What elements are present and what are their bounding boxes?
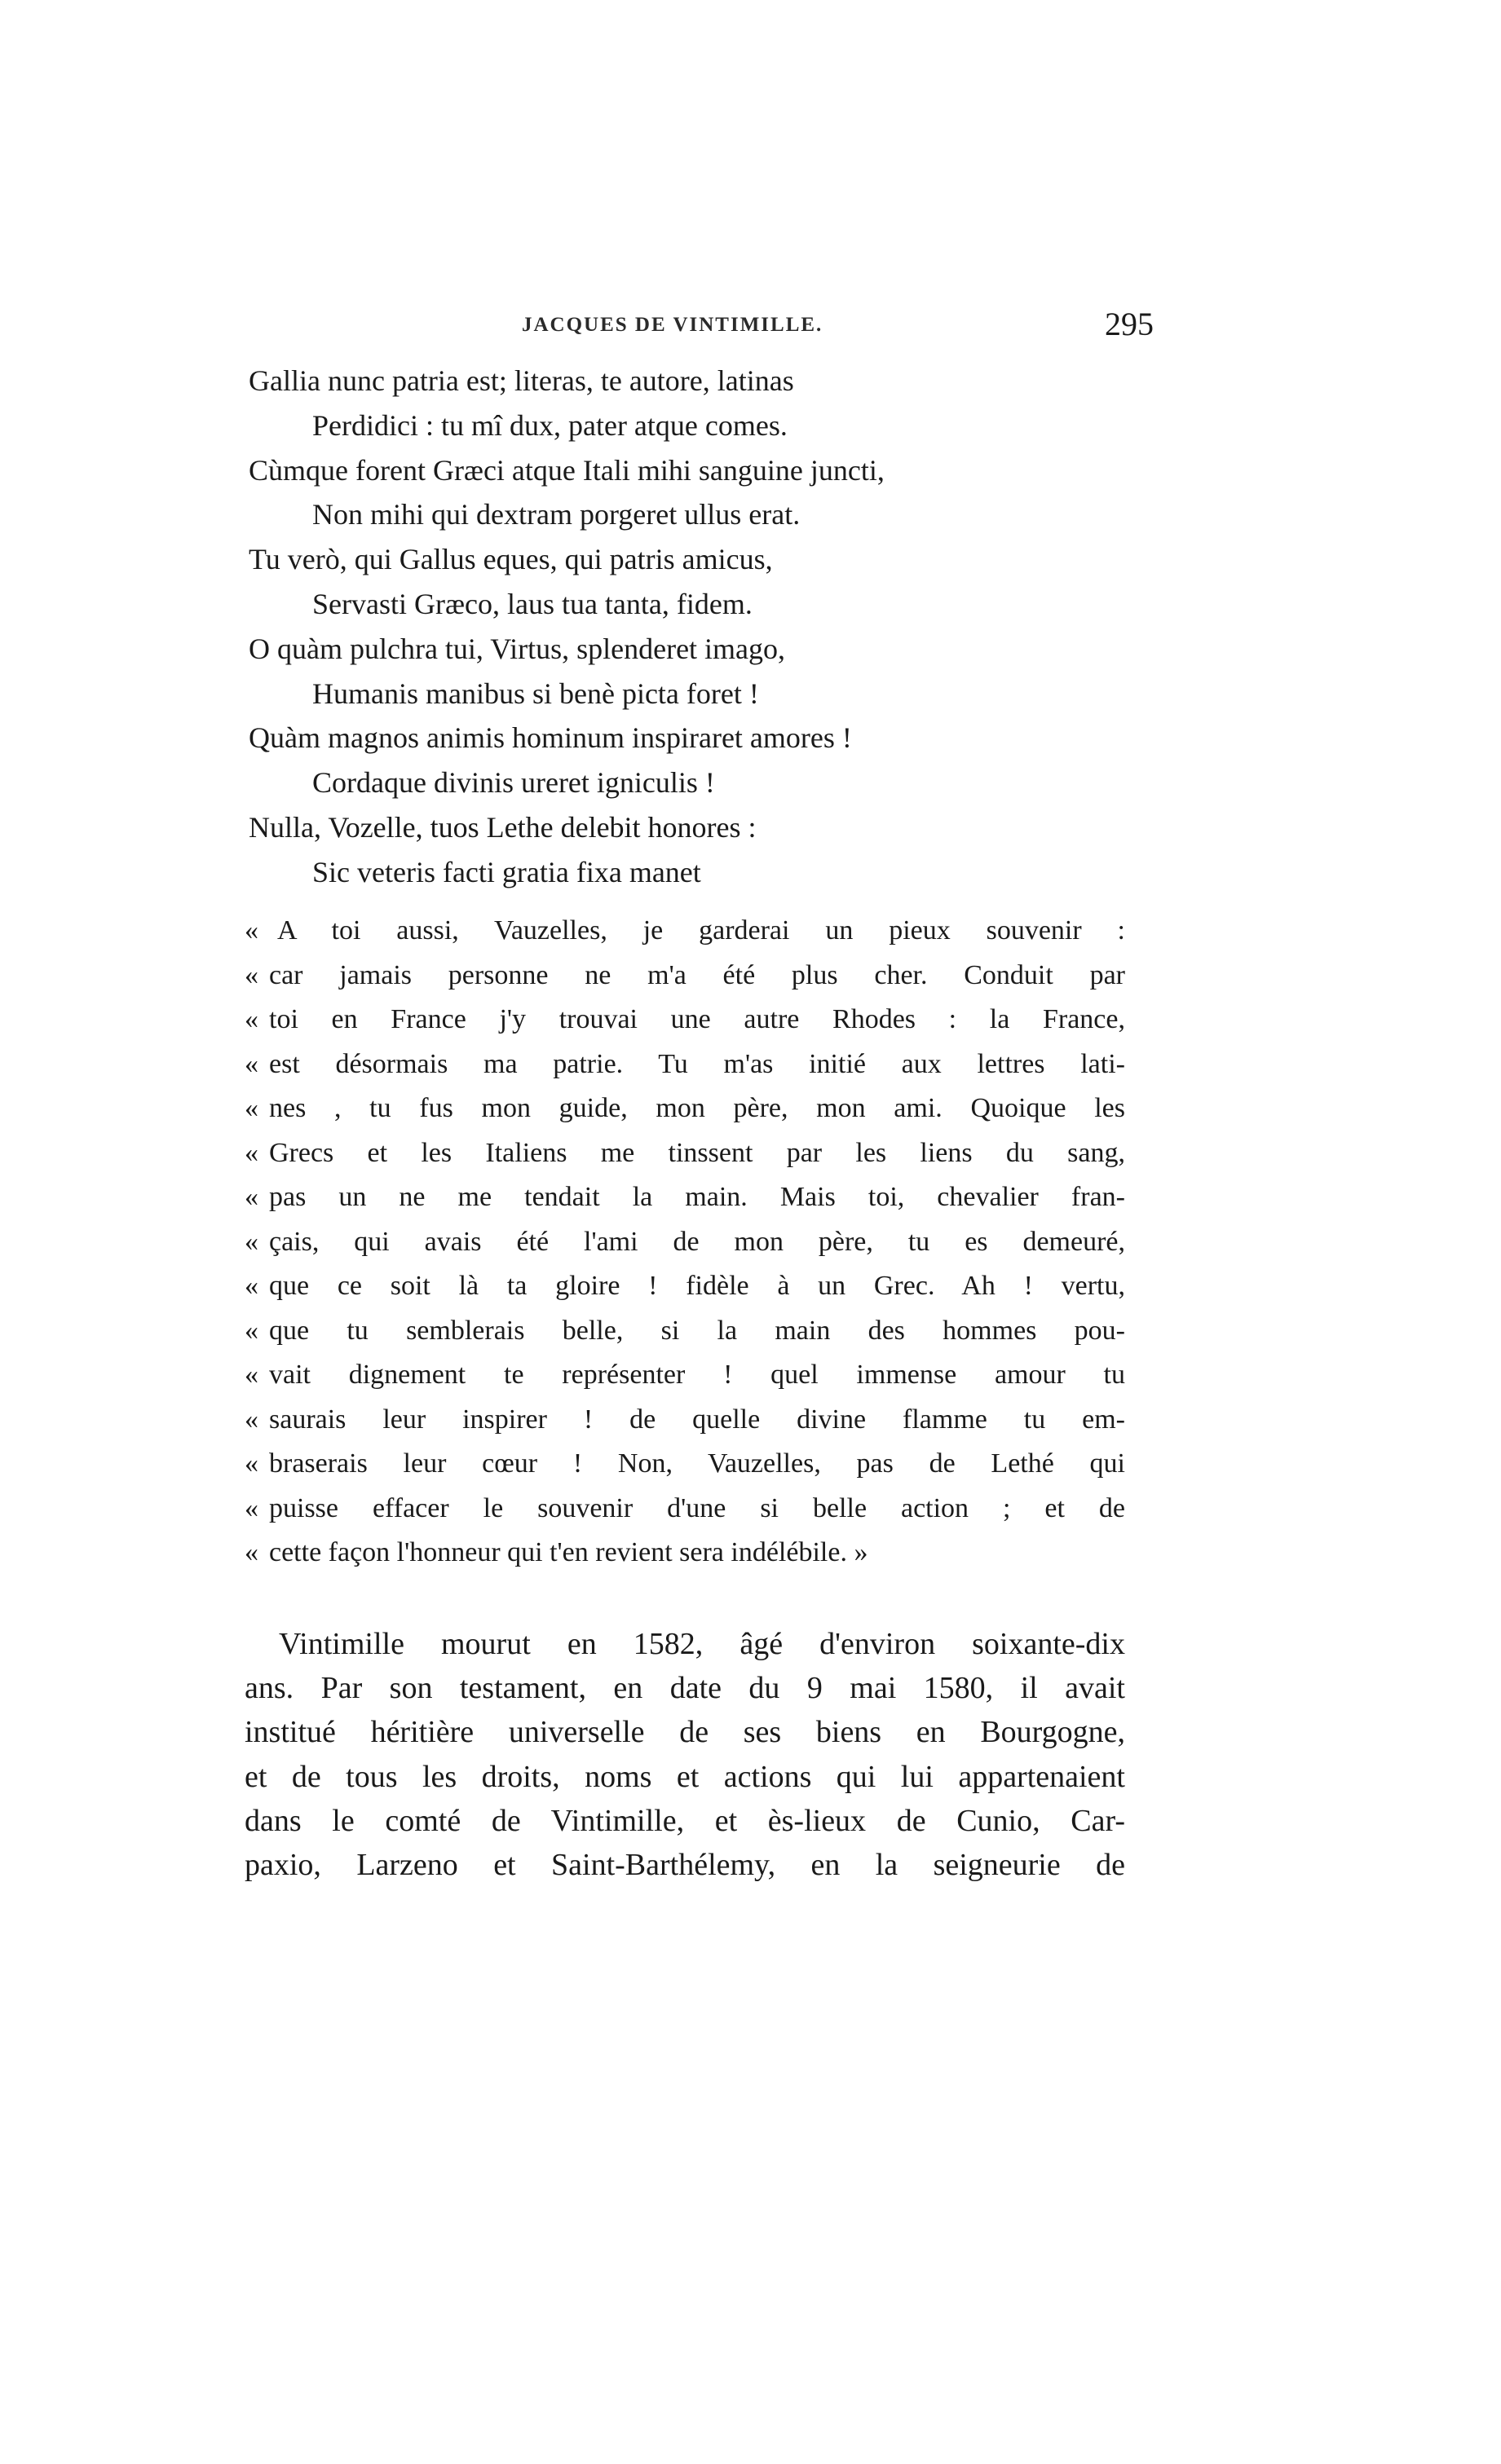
guillemet: «: [245, 1448, 258, 1479]
running-title: JACQUES DE VINTIMILLE.: [522, 314, 823, 336]
quote-line: [245, 1220, 1125, 1265]
quote-line-text: que tu semblerais belle, si la main des hommes pou-: [269, 1315, 1125, 1346]
guillemet: «: [245, 1315, 258, 1346]
quote-line: [245, 1087, 1125, 1131]
quote-line: [245, 1487, 1125, 1532]
page-number: 295: [1105, 306, 1154, 342]
poem-line: Non mihi qui dextram porgeret ullus erat.: [312, 498, 801, 531]
quote-line-text: çais, qui avais été l'ami de mon père, tu es demeuré,: [269, 1226, 1125, 1257]
guillemet: «: [245, 1492, 258, 1523]
quote-line: [245, 1175, 1125, 1220]
guillemet: «: [245, 1537, 258, 1567]
poem-line: Nulla, Vozelle, tuos Lethe delebit honores :: [249, 810, 757, 844]
quote-line: [245, 909, 1125, 954]
paragraph-line: et de tous les droits, noms et actions qui lui appartenaient: [245, 1759, 1125, 1794]
quote-line-text: cette façon l'honneur qui t'en revient sera indélébile. »: [269, 1537, 868, 1567]
quote-line: [245, 1353, 1125, 1398]
body-paragraph: [245, 1622, 1125, 1887]
guillemet: «: [245, 1004, 258, 1034]
quote-line-text: vait dignement te représenter ! quel immense amour tu: [269, 1360, 1125, 1390]
quote-line: [245, 1531, 1125, 1576]
paragraph-line: paxio, Larzeno et Saint-Barthélemy, en la seigneurie de: [245, 1848, 1125, 1883]
poem-line: Perdidici : tu mî dux, pater atque comes.: [312, 408, 788, 442]
guillemet: «: [245, 915, 258, 945]
quote-line: [245, 1131, 1125, 1176]
latin-poem: [249, 359, 1186, 895]
quote-line-text: est désormais ma patrie. Tu m'as initié aux lettres lati-: [269, 1048, 1125, 1079]
quote-line: [245, 954, 1125, 998]
paragraph-line: dans le comté de Vintimille, et ès-lieux de Cunio, Car-: [245, 1803, 1125, 1838]
guillemet: «: [245, 1404, 258, 1435]
guillemet: «: [245, 1182, 258, 1212]
quote-line-text: que ce soit là ta gloire ! fidèle à un Grec. Ah ! vertu,: [269, 1271, 1125, 1301]
quote-line-text: toi en France j'y trouvai une autre Rhodes : la France,: [269, 1004, 1125, 1034]
poem-line: Servasti Græco, laus tua tanta, fidem.: [312, 587, 753, 620]
guillemet: «: [245, 1360, 258, 1390]
french-translation-quote: [245, 909, 1125, 1576]
poem-line: Quàm magnos animis hominum inspiraret amores !: [249, 721, 852, 755]
quote-line-text: nes , tu fus mon guide, mon père, mon ami. Quoique les: [269, 1093, 1125, 1123]
poem-line: Tu verò, qui Gallus eques, qui patris amicus,: [249, 543, 773, 576]
guillemet: «: [245, 1048, 258, 1079]
quote-line: [245, 1309, 1125, 1354]
quote-line-text: braserais leur cœur ! Non, Vauzelles, pas de Lethé qui: [269, 1448, 1125, 1479]
paragraph-line: institué héritière universelle de ses biens en Bourgogne,: [245, 1715, 1125, 1750]
quote-line: [245, 1442, 1125, 1487]
poem-line: O quàm pulchra tui, Virtus, splenderet imago,: [249, 632, 786, 665]
poem-line: Gallia nunc patria est; literas, te autore, latinas: [249, 364, 794, 397]
guillemet: «: [245, 1093, 258, 1123]
poem-line: Sic veteris facti gratia fixa manet: [312, 855, 701, 888]
quote-line-text: puisse effacer le souvenir d'une si belle action ; et de: [269, 1492, 1125, 1523]
poem-line: Cùmque forent Græci atque Itali mihi sanguine juncti,: [249, 453, 885, 487]
guillemet: «: [245, 1137, 258, 1168]
quote-line: [245, 1264, 1125, 1309]
quote-line: [245, 998, 1125, 1042]
quote-line-text: pas un ne me tendait la main. Mais toi, chevalier fran-: [269, 1182, 1125, 1212]
guillemet: «: [245, 1226, 258, 1257]
quote-line-text: Grecs et les Italiens me tinssent par les liens du sang,: [269, 1137, 1125, 1168]
quote-line-text: car jamais personne ne m'a été plus cher. Conduit par: [269, 959, 1125, 990]
poem-line: Cordaque divinis ureret igniculis !: [312, 766, 715, 800]
poem-line: Humanis manibus si benè picta foret !: [312, 677, 759, 710]
paragraph-line: Vintimille mourut en 1582, âgé d'environ soixante-dix: [279, 1627, 1125, 1661]
guillemet: «: [245, 1271, 258, 1301]
guillemet: «: [245, 959, 258, 990]
quote-line: [245, 1042, 1125, 1087]
paragraph-line: ans. Par son testament, en date du 9 mai 1580, il avait: [245, 1671, 1125, 1706]
quote-line-text: A toi aussi, Vauzelles, je garderai un pieux souvenir :: [277, 915, 1125, 945]
quote-line-text: saurais leur inspirer ! de quelle divine flamme tu em-: [269, 1404, 1125, 1435]
quote-line: [245, 1398, 1125, 1443]
